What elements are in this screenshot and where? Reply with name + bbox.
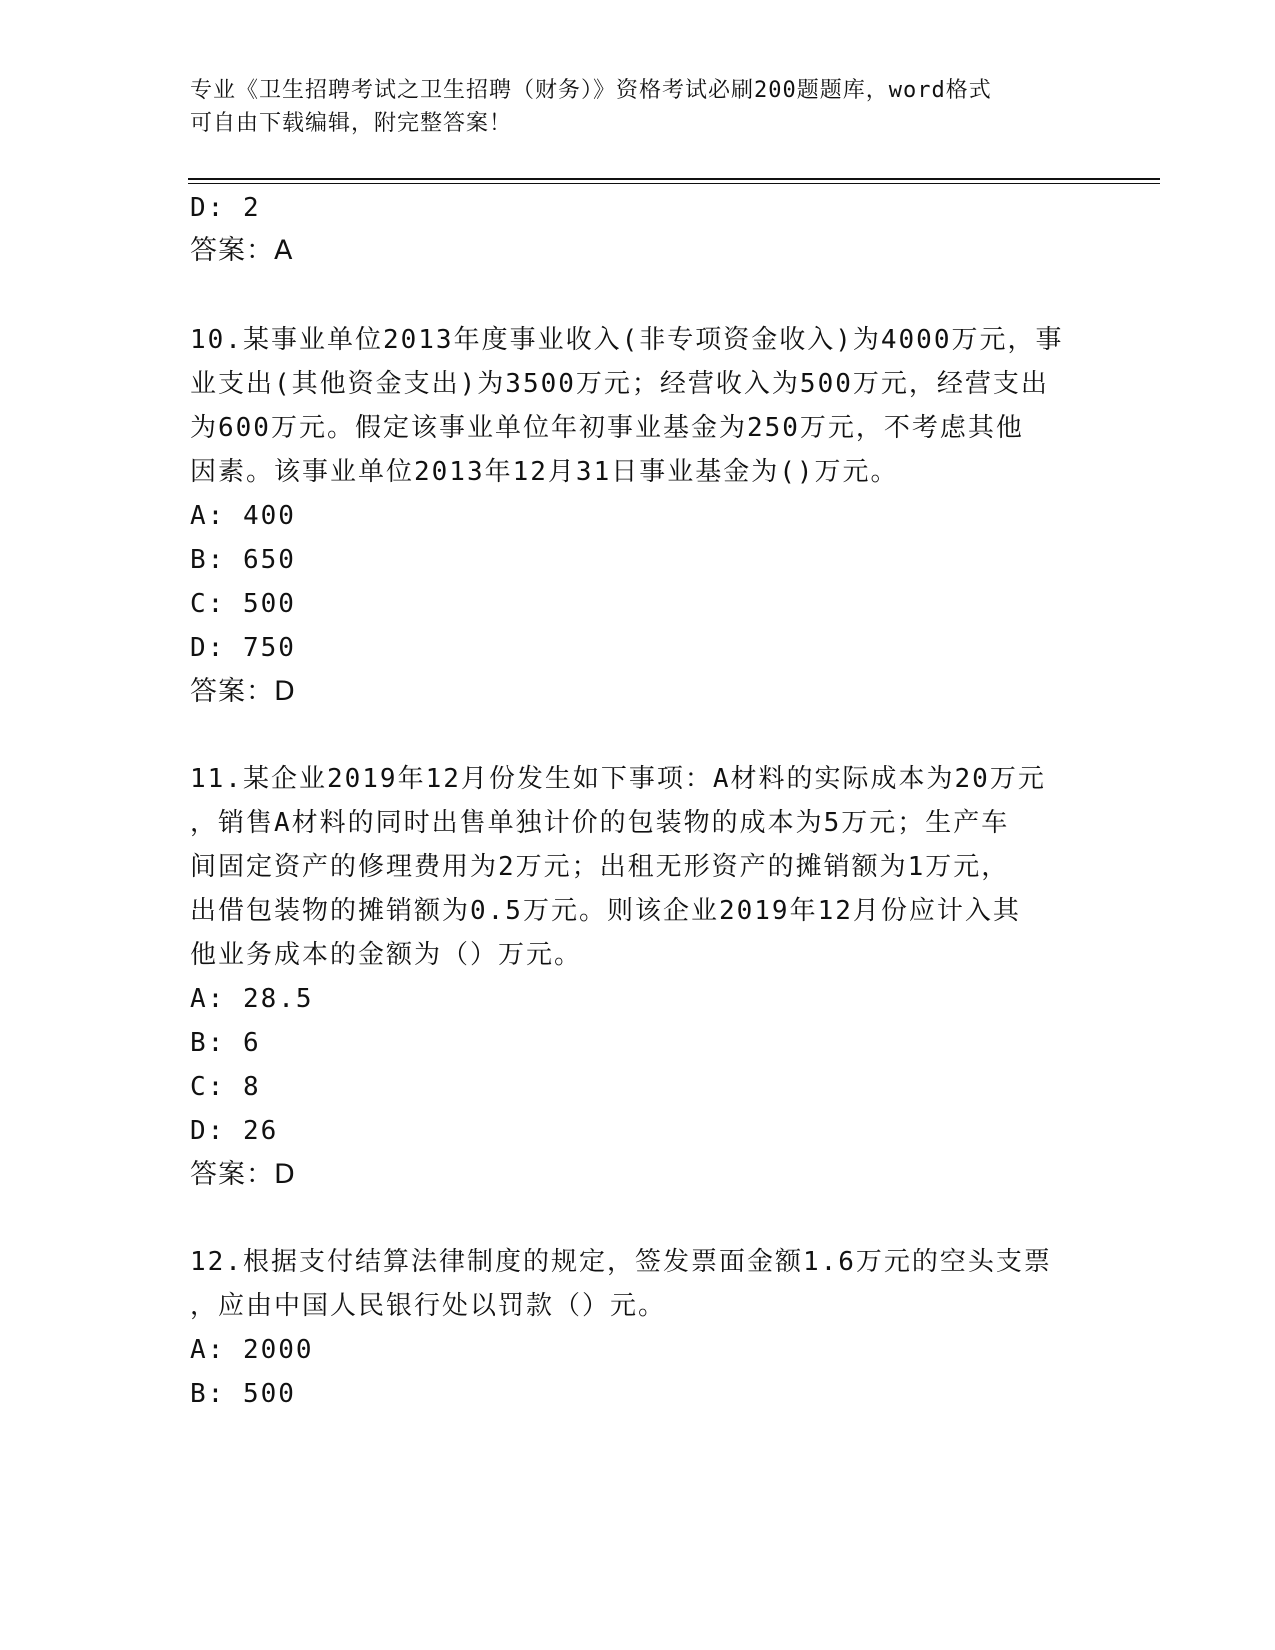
q11-option-d: D: 26 <box>190 1116 279 1146</box>
q11-text-line-1: 11.某企业2019年12月份发生如下事项：A材料的实际成本为20万元 <box>190 764 1046 794</box>
q10-text-line-3: 为600万元。假定该事业单位年初事业基金为250万元，不考虑其他 <box>190 413 1024 443</box>
q11-text-line-3: 间固定资产的修理费用为2万元；出租无形资产的摊销额为1万元， <box>190 852 1010 882</box>
q11-option-b: B: 6 <box>190 1028 261 1058</box>
q10-option-d: D: 750 <box>190 633 296 663</box>
q10-text-line-1: 10.某事业单位2013年度事业收入(非专项资金收入)为4000万元，事 <box>190 325 1064 355</box>
q11-text-line-2: ，销售A材料的同时出售单独计价的包装物的成本为5万元；生产车 <box>190 808 1010 838</box>
prev-option-d: D: 2 <box>190 193 261 223</box>
q10-answer: 答案：D <box>190 676 296 707</box>
q12-option-a: A: 2000 <box>190 1335 314 1365</box>
q12-option-b: B: 500 <box>190 1379 296 1409</box>
q11-text-line-4: 出借包装物的摊销额为0.5万元。则该企业2019年12月份应计入其 <box>190 896 1021 926</box>
q10-option-b: B: 650 <box>190 545 296 575</box>
q10-option-a: A: 400 <box>190 501 296 531</box>
header-line-1: 专业《卫生招聘考试之卫生招聘（财务）》资格考试必刷200题题库，word格式 <box>190 78 992 103</box>
header-line-2: 可自由下载编辑，附完整答案！ <box>190 111 513 136</box>
q12-text-line-1: 12.根据支付结算法律制度的规定，签发票面金额1.6万元的空头支票 <box>190 1247 1052 1277</box>
q11-option-a: A: 28.5 <box>190 984 314 1014</box>
q10-text-line-2: 业支出(其他资金支出)为3500万元；经营收入为500万元，经营支出 <box>190 369 1049 399</box>
q11-answer: 答案：D <box>190 1159 296 1190</box>
q11-text-line-5: 他业务成本的金额为（）万元。 <box>190 940 583 970</box>
q10-option-c: C: 500 <box>190 589 296 619</box>
q12-text-line-2: ，应由中国人民银行处以罚款（）元。 <box>190 1291 667 1321</box>
header-rule-thin <box>188 183 1160 184</box>
header-rule-thick <box>188 178 1160 180</box>
q11-option-c: C: 8 <box>190 1072 261 1102</box>
q10-text-line-4: 因素。该事业单位2013年12月31日事业基金为()万元。 <box>190 457 899 487</box>
prev-answer: 答案：A <box>190 235 294 266</box>
